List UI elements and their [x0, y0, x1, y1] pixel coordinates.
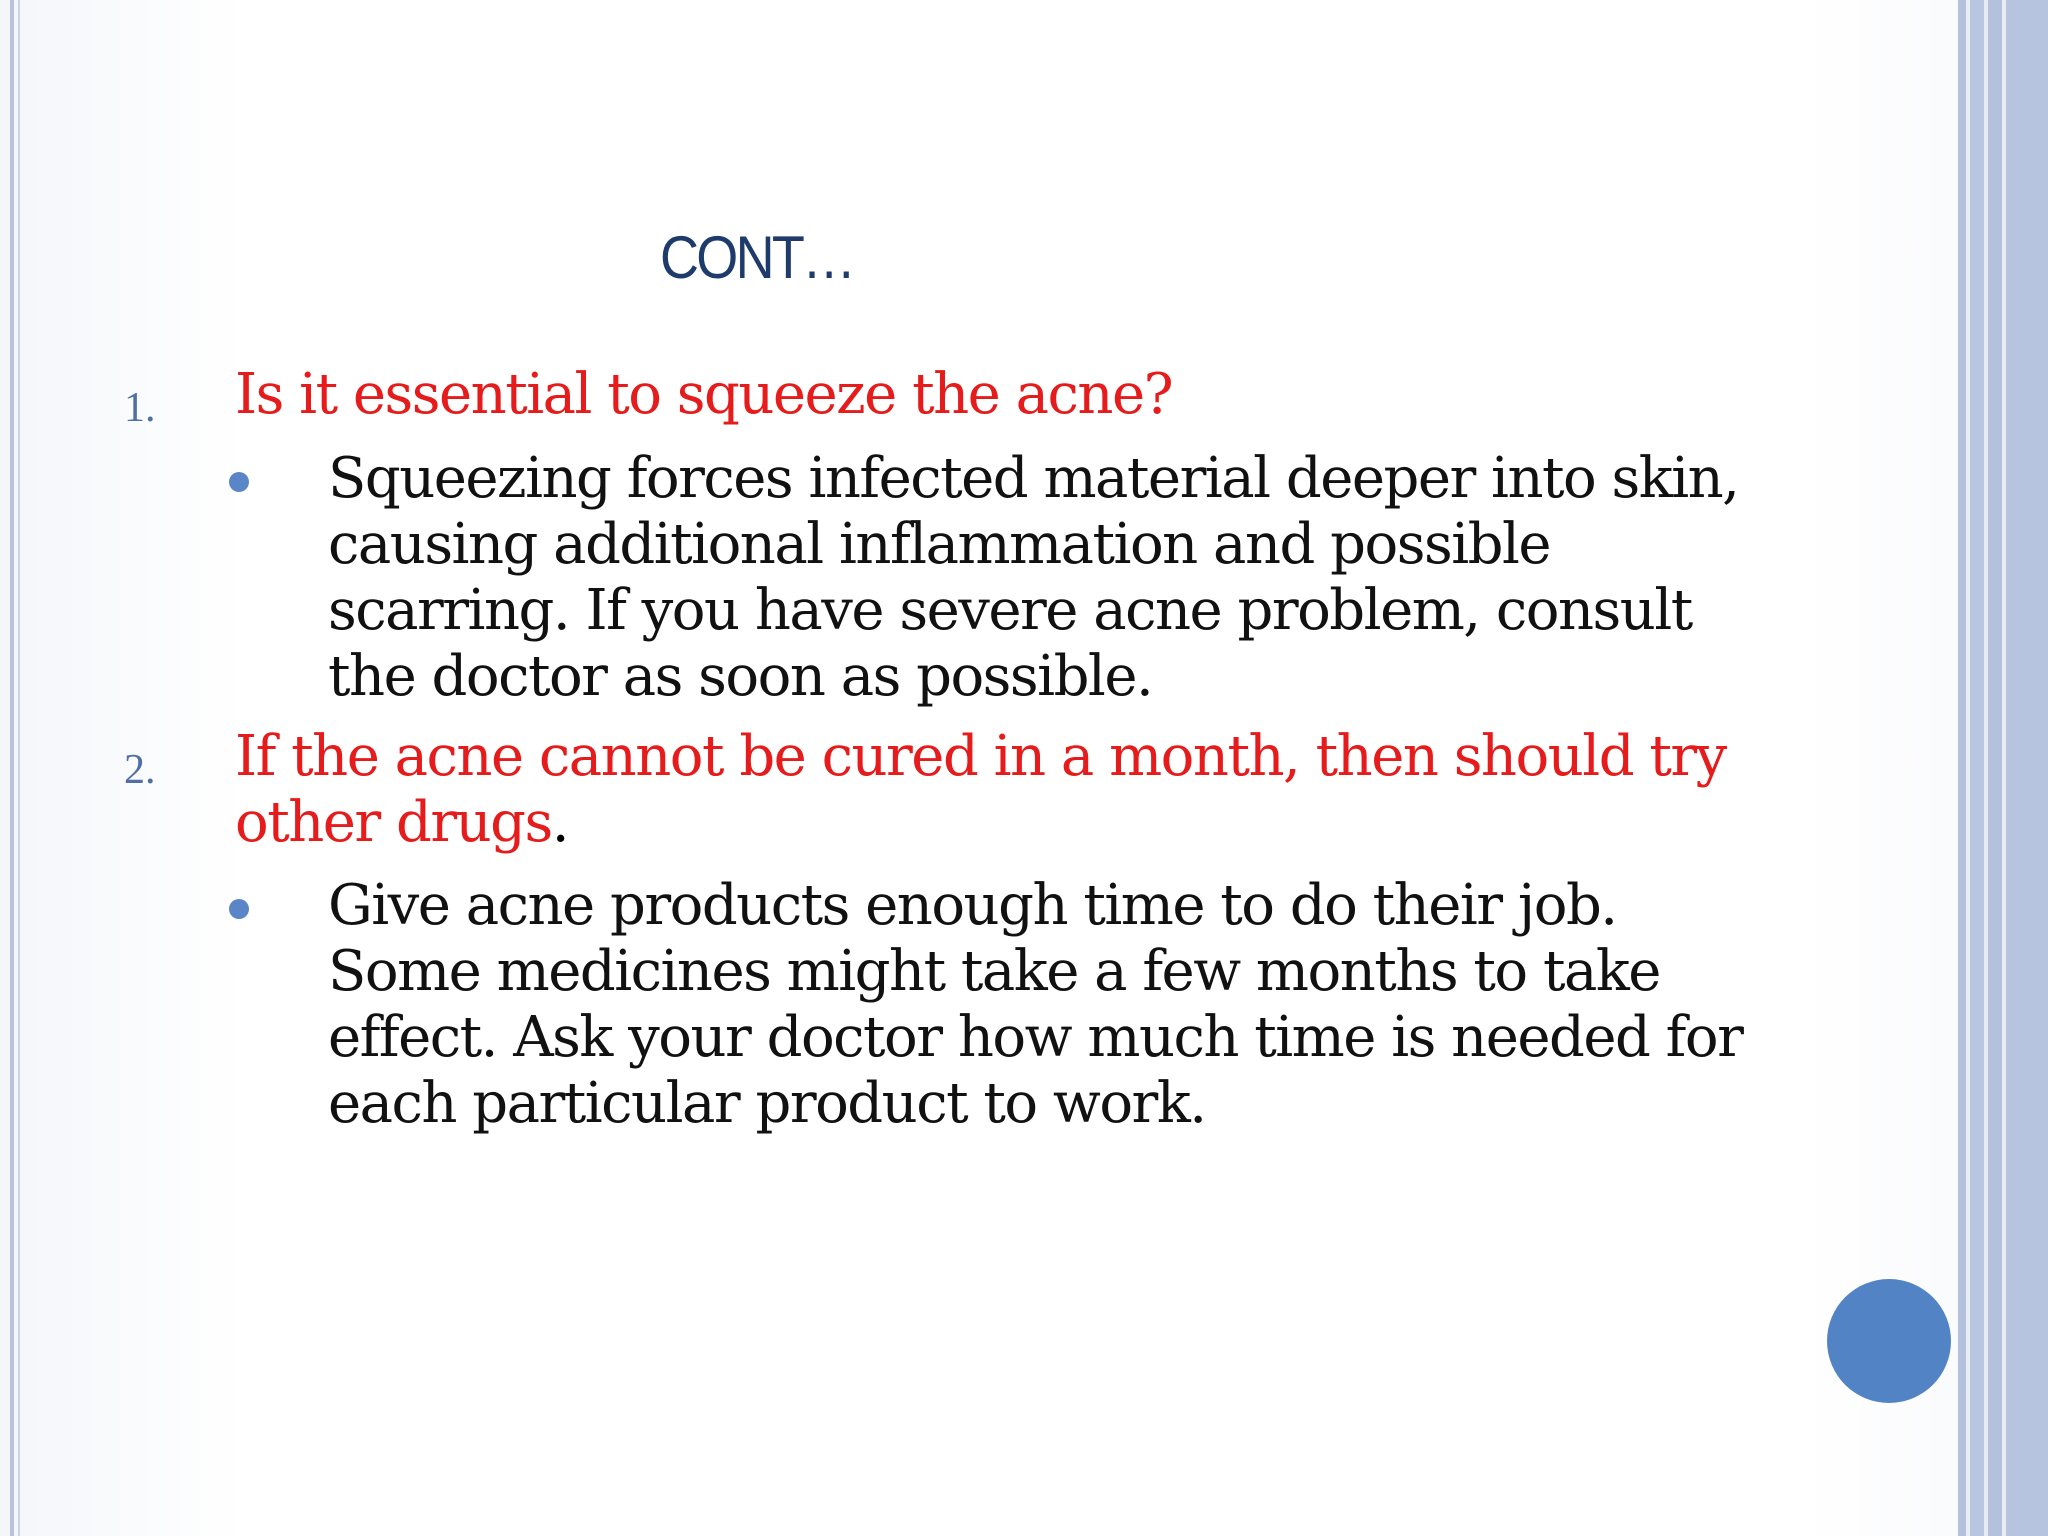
right-frame-stripe [1958, 0, 1966, 1536]
slide-title: CONT… [660, 224, 854, 291]
bullet-dot-icon [229, 472, 249, 492]
decorative-circle [1827, 1279, 1951, 1403]
bullet-dot-icon [229, 899, 249, 919]
right-frame-stripe [2006, 0, 2048, 1536]
right-frame-stripe [1970, 0, 1984, 1536]
answer-1: Squeezing forces infected material deeper into skin, causing additional inflammation and possible scarring. If you have severe acne problem, consult the doctor as soon as possible. [328, 446, 1739, 709]
left-frame-line [10, 0, 14, 1536]
list-number-1: 1. [124, 385, 156, 431]
question-2 [235, 724, 1795, 856]
right-frame-stripe [1988, 0, 2002, 1536]
question-2-text: If the acne cannot be cured in a month, then should try other drugs [235, 724, 1726, 855]
left-frame-line-inner [18, 0, 20, 1536]
question-1: Is it essential to squeeze the acne? [235, 362, 1173, 427]
list-number-2: 2. [124, 747, 156, 793]
answer-2: Give acne products enough time to do their job. Some medicines might take a few months to take effect. Ask your doctor how much time is needed for each particular product to work. [328, 873, 1743, 1136]
question-2-period: . [551, 790, 569, 855]
